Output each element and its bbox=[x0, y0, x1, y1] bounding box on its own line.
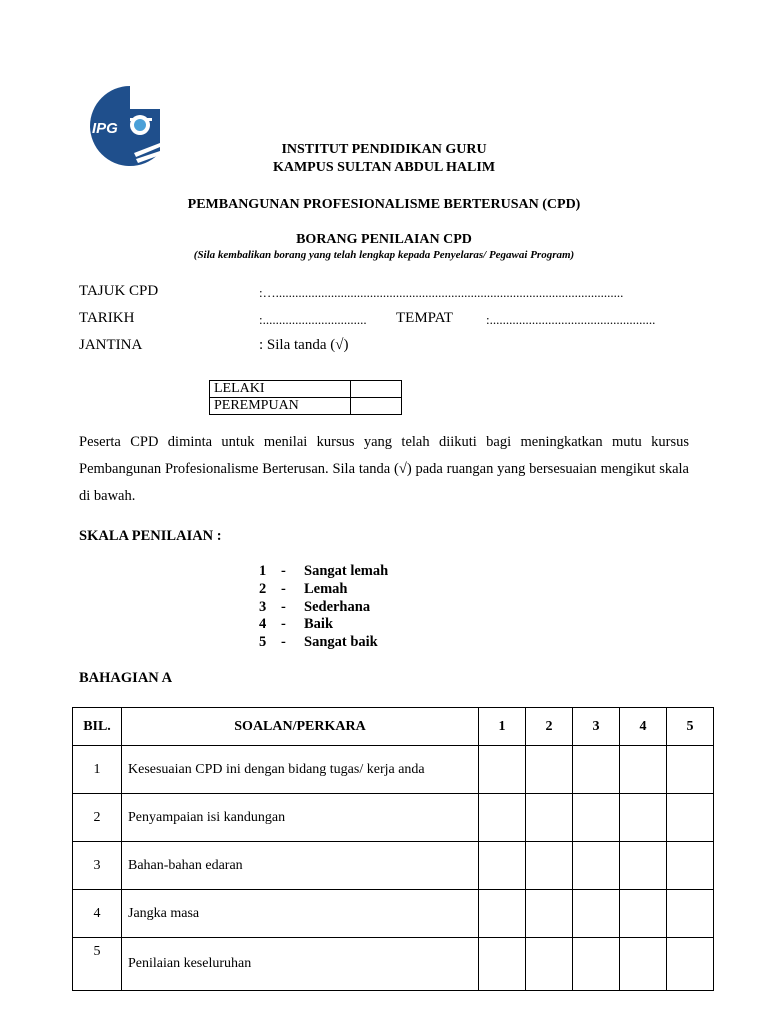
rating-cell-3[interactable] bbox=[573, 746, 620, 794]
table-header-row bbox=[73, 708, 714, 746]
header-soalan: SOALAN/PERKARA bbox=[122, 708, 479, 746]
rating-cell-1[interactable] bbox=[479, 938, 526, 991]
gender-label: PEREMPUAN bbox=[210, 398, 351, 415]
header-rating-5: 5 bbox=[667, 708, 714, 746]
rating-cell-1[interactable] bbox=[479, 746, 526, 794]
scale-num: 2 bbox=[259, 580, 267, 597]
rating-cell-5[interactable] bbox=[667, 842, 714, 890]
tempat-label: TEMPAT bbox=[396, 310, 453, 326]
scale-item bbox=[259, 599, 388, 617]
rating-cell-4[interactable] bbox=[620, 890, 667, 938]
scale-num: 4 bbox=[259, 616, 267, 633]
scale-dash: - bbox=[281, 616, 286, 633]
gender-label: LELAKI bbox=[210, 381, 351, 398]
intro-paragraph: Peserta CPD diminta untuk menilai kursus yang telah diikuti bagi meningkatkan mutu kursus Pembangunan Profesionalisme Berterusan. Sila tanda (√) pada ruangan yang bersesuaian mengikut skala di bawah. bbox=[79, 434, 689, 504]
rating-cell-3[interactable] bbox=[573, 842, 620, 890]
scale-dash: - bbox=[281, 563, 286, 579]
rating-cell-5[interactable] bbox=[667, 890, 714, 938]
scale-dash: - bbox=[281, 598, 286, 615]
form-title: BORANG PENILAIAN CPD bbox=[296, 232, 472, 247]
logo-text: IPG bbox=[92, 120, 118, 137]
rating-cell-1[interactable] bbox=[479, 842, 526, 890]
scale-num: 5 bbox=[259, 634, 267, 651]
scale-label: Sederhana bbox=[304, 598, 371, 615]
rating-cell-2[interactable] bbox=[526, 842, 573, 890]
row-bil: 1 bbox=[73, 746, 122, 794]
row-bil: 3 bbox=[73, 842, 122, 890]
header-rating-3: 3 bbox=[573, 708, 620, 746]
scale-item bbox=[259, 634, 388, 652]
row-question: Kesesuaian CPD ini dengan bidang tugas/ kerja anda bbox=[122, 746, 479, 794]
row-bil: 5 bbox=[73, 938, 122, 991]
row-bil: 2 bbox=[73, 794, 122, 842]
header-rating-4: 4 bbox=[620, 708, 667, 746]
tempat-field[interactable]: :................................................... bbox=[486, 312, 656, 327]
scale-label: Sangat baik bbox=[304, 634, 378, 651]
scale-label: Lemah bbox=[304, 580, 348, 597]
scale-num: 1 bbox=[259, 563, 267, 579]
section-a-title: BAHAGIAN A bbox=[79, 670, 173, 686]
rating-cell-1[interactable] bbox=[479, 890, 526, 938]
tajuk-label: TAJUK CPD bbox=[79, 283, 159, 299]
campus-name: KAMPUS SULTAN ABDUL HALIM bbox=[272, 160, 496, 175]
rating-cell-2[interactable] bbox=[526, 890, 573, 938]
tarikh-field[interactable]: :................................ bbox=[259, 312, 367, 327]
gender-checkbox-lelaki[interactable] bbox=[351, 381, 402, 398]
rating-cell-3[interactable] bbox=[573, 794, 620, 842]
scale-num: 3 bbox=[259, 598, 267, 615]
row-question: Bahan-bahan edaran bbox=[122, 842, 479, 890]
rating-cell-4[interactable] bbox=[620, 938, 667, 991]
rating-cell-4[interactable] bbox=[620, 794, 667, 842]
scale-label: Sangat lemah bbox=[304, 563, 389, 579]
rating-cell-4[interactable] bbox=[620, 746, 667, 794]
table-row bbox=[73, 890, 714, 938]
scale-list bbox=[259, 563, 388, 652]
table-row bbox=[73, 938, 714, 991]
row-question: Jangka masa bbox=[122, 890, 479, 938]
scale-dash: - bbox=[281, 580, 286, 597]
rating-cell-2[interactable] bbox=[526, 938, 573, 991]
header-rating-2: 2 bbox=[526, 708, 573, 746]
rating-cell-5[interactable] bbox=[667, 746, 714, 794]
table-row bbox=[73, 842, 714, 890]
row-bil: 4 bbox=[73, 890, 122, 938]
tarikh-label: TARIKH bbox=[79, 310, 135, 326]
table-row bbox=[73, 794, 714, 842]
rating-cell-5[interactable] bbox=[667, 794, 714, 842]
rating-cell-2[interactable] bbox=[526, 794, 573, 842]
table-row bbox=[73, 746, 714, 794]
scale-dash: - bbox=[281, 634, 286, 651]
scale-item bbox=[259, 581, 388, 599]
institute-name: INSTITUT PENDIDIKAN GURU bbox=[281, 142, 487, 157]
program-title: PEMBANGUNAN PROFESIONALISME BERTERUSAN (CPD) bbox=[187, 197, 581, 212]
evaluation-table bbox=[72, 707, 714, 991]
row-question: Penilaian keseluruhan bbox=[122, 938, 479, 991]
gender-checkbox-perempuan[interactable] bbox=[351, 398, 402, 415]
gender-row bbox=[210, 381, 402, 398]
header-bil: BIL. bbox=[73, 708, 122, 746]
jantina-instruction: : Sila tanda (√) bbox=[259, 337, 349, 353]
tajuk-field[interactable]: :…........................................................................................................... bbox=[259, 285, 624, 300]
rating-cell-3[interactable] bbox=[573, 938, 620, 991]
rating-cell-4[interactable] bbox=[620, 842, 667, 890]
row-question: Penyampaian isi kandungan bbox=[122, 794, 479, 842]
scale-title: SKALA PENILAIAN : bbox=[79, 528, 222, 544]
jantina-label: JANTINA bbox=[79, 337, 143, 353]
scale-label: Baik bbox=[304, 616, 334, 633]
rating-cell-1[interactable] bbox=[479, 794, 526, 842]
scale-item bbox=[259, 616, 388, 634]
scale-item bbox=[259, 563, 388, 581]
rating-cell-3[interactable] bbox=[573, 890, 620, 938]
rating-cell-2[interactable] bbox=[526, 746, 573, 794]
form-instruction: (Sila kembalikan borang yang telah lengkap kepada Penyelaras/ Pegawai Program) bbox=[193, 249, 575, 261]
gender-row bbox=[210, 398, 402, 415]
header-rating-1: 1 bbox=[479, 708, 526, 746]
rating-cell-5[interactable] bbox=[667, 938, 714, 991]
gender-table bbox=[209, 380, 402, 415]
